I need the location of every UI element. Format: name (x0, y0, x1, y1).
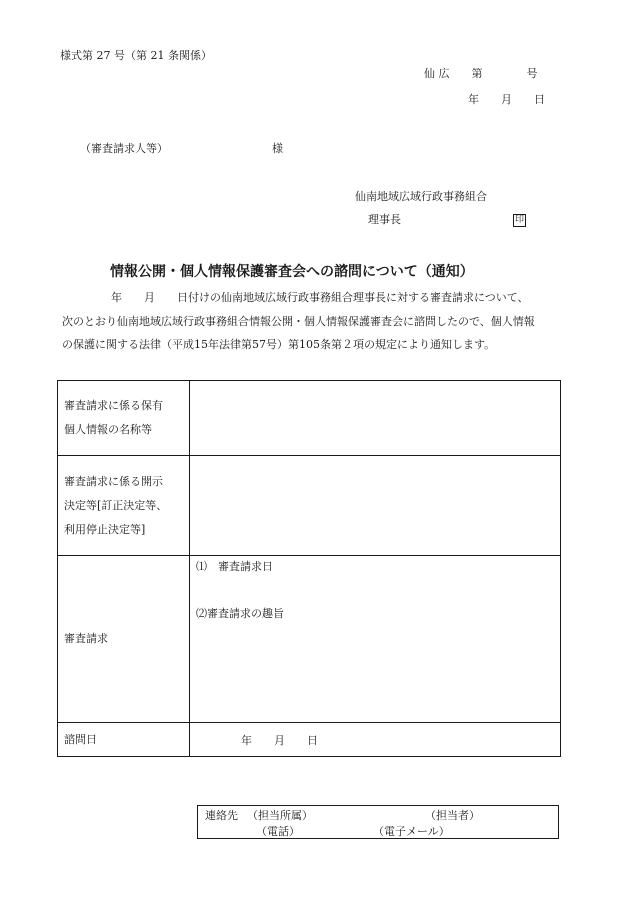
label-record-name: 審査請求に係る保有 個人情報の名称等 (58, 381, 190, 456)
field-inquiry-date: 年 月 日 (190, 723, 561, 757)
contact-box (197, 805, 559, 839)
review-request-date: ⑴ 審査請求日 (196, 560, 273, 573)
body-line-1: 年 月 日付けの仙南地域広域行政事務組合理事長に対する審査請求について、 (100, 291, 529, 304)
contact-phone: （電話） (256, 825, 300, 838)
table-row-review-request (58, 556, 561, 723)
body-line-3: の保護に関する法律（平成15年法律第57号）第105条第２項の規定により通知します。 (62, 338, 496, 351)
label-review-request: 審査請求 (58, 556, 190, 723)
inquiry-table (57, 380, 561, 757)
contact-person: （担当者） (425, 809, 480, 822)
contact-label: 連絡先 (205, 809, 238, 822)
issue-date: 年 月 日 (468, 93, 545, 106)
table-row-inquiry-date (58, 723, 561, 757)
label-inquiry-date: 諮問日 (58, 723, 190, 757)
document-number: 仙 広 第 号 (424, 67, 538, 80)
field-disclosure-decision (190, 456, 561, 556)
contact-department: （担当所属） (247, 809, 313, 822)
addressee-label: （審査請求人等） (80, 142, 168, 155)
field-review-request (190, 556, 561, 723)
sender-organization: 仙南地域広域行政事務組合 (355, 190, 487, 203)
document-title: 情報公開・個人情報保護審査会への諮問について（通知） (110, 264, 474, 280)
sender-title: 理事長 (368, 213, 401, 226)
review-request-purpose: ⑵審査請求の趣旨 (196, 607, 284, 620)
contact-email: （電子メール） (373, 825, 450, 838)
field-record-name (190, 381, 561, 456)
label-disclosure-decision: 審査請求に係る開示 決定等[訂正決定等、 利用停止決定等] (58, 456, 190, 556)
addressee-honorific: 様 (272, 142, 283, 155)
body-line-2: 次のとおり仙南地域広域行政事務組合情報公開・個人情報保護審査会に諮問したので、個人情報 (62, 315, 535, 328)
form-number: 様式第 27 号（第 21 条関係） (60, 49, 212, 62)
table-row-disclosure-decision (58, 456, 561, 556)
table-row-record-name (58, 381, 561, 456)
seal-mark: 印 (515, 215, 525, 225)
